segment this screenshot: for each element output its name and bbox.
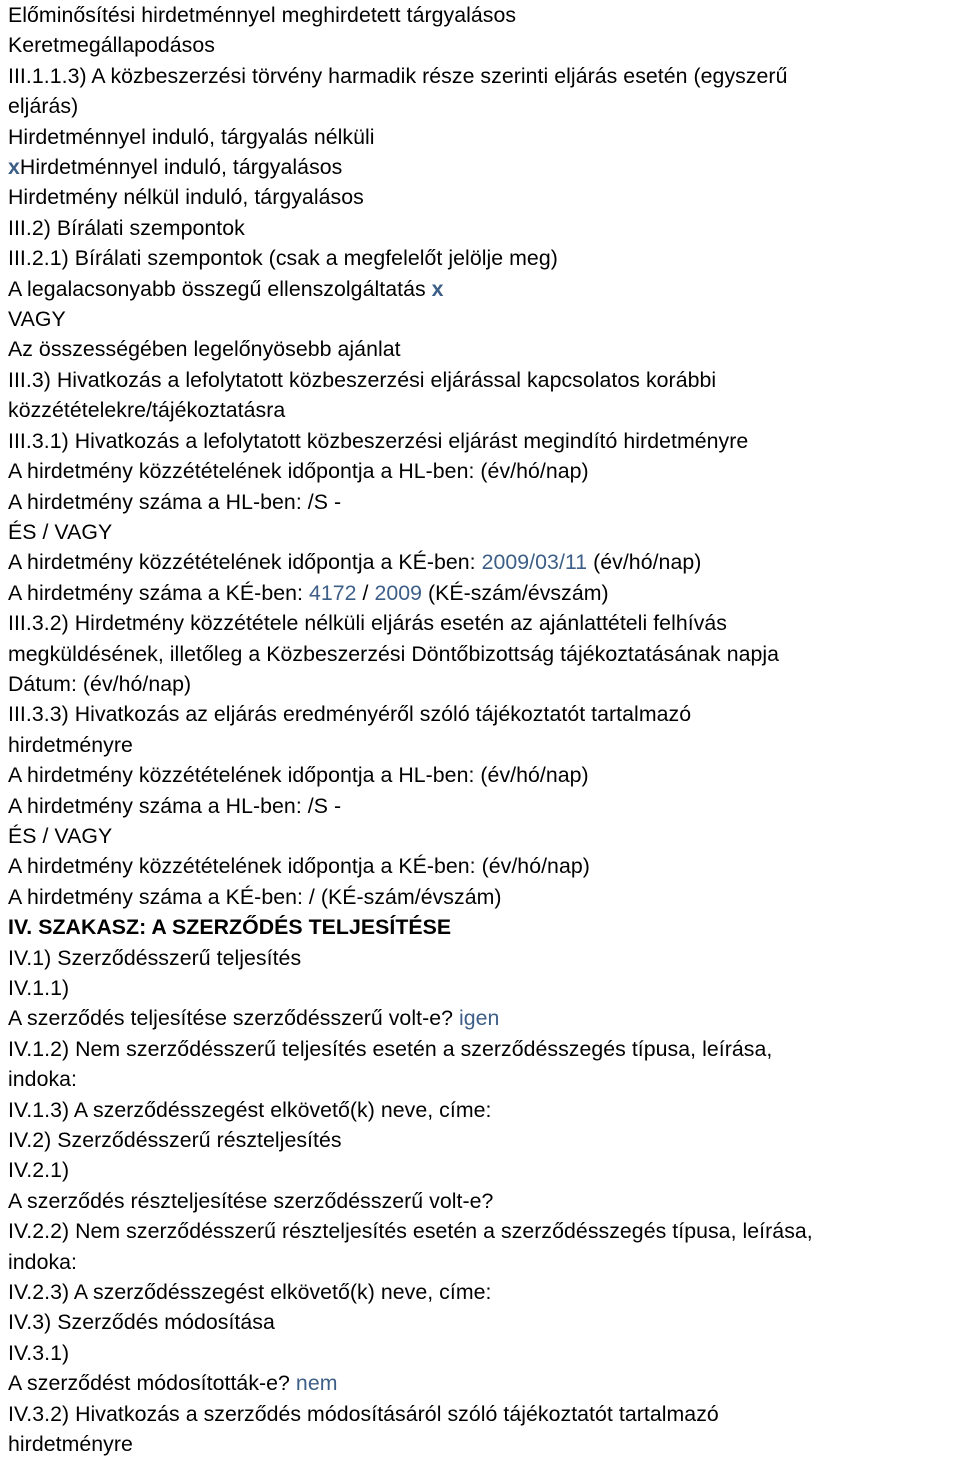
section-heading: IV.1) Szerződésszerű teljesítés: [8, 945, 302, 970]
text-line: III.3.2) Hirdetmény közzététele nélküli eljárás esetén az ajánlattételi felhívás: [8, 611, 728, 636]
text-line: indoka:: [8, 1249, 78, 1274]
text-line: A szerződés részteljesítése szerződésszerű volt-e?: [8, 1188, 494, 1213]
text-line: Hirdetmény nélkül induló, tárgyalásos: [8, 185, 364, 210]
question-label: A szerződést módosították-e?: [8, 1371, 290, 1396]
text-line: A hirdetmény közzétételének időpontja a HL-ben: (év/hó/nap): [8, 459, 589, 484]
field-label: A hirdetmény száma a KÉ-ben:: [8, 580, 303, 605]
field-unit: (év/hó/nap): [593, 550, 702, 575]
section-heading: IV.2) Szerződésszerű részteljesítés: [8, 1128, 342, 1153]
text-line: IV.1.3) A szerződésszegést elkövető(k) neve, címe:: [8, 1097, 492, 1122]
text-line: IV.3.2) Hivatkozás a szerződés módosításáról szóló tájékoztatót tartalmazó: [8, 1401, 719, 1426]
text-line: VAGY: [8, 307, 66, 332]
text-line: III.2.1) Bírálati szempontok (csak a megfelelőt jelölje meg): [8, 246, 558, 271]
text-line: III.3.3) Hivatkozás az eljárás eredményéről szóló tájékoztatót tartalmazó: [8, 702, 692, 727]
selection-mark: x: [8, 155, 20, 180]
text-line: IV.3.1): [8, 1340, 70, 1365]
text-line: Keretmegállapodásos: [8, 33, 215, 58]
text-line: hirdetményre: [8, 1432, 133, 1457]
text-line: indoka:: [8, 1067, 78, 1092]
text-line: megküldésének, illetőleg a Közbeszerzési Döntőbizottság tájékoztatásának napja: [8, 641, 780, 666]
text-line-selected-option: [8, 274, 960, 304]
text-line: A hirdetmény száma a HL-ben: /S -: [8, 793, 342, 818]
text-line: Előminősítési hirdetménnyel meghirdetett tárgyalásos: [8, 3, 517, 27]
text-line: közzétételekre/tájékoztatásra: [8, 398, 286, 423]
answer-value: nem: [295, 1371, 338, 1396]
option-label: A legalacsonyabb összegű ellenszolgáltatás: [8, 276, 426, 301]
text-line: A hirdetmény száma a KÉ-ben: / (KÉ-szám/évszám): [8, 884, 502, 909]
text-line: A hirdetmény közzétételének időpontja a KÉ-ben: (év/hó/nap): [8, 854, 590, 879]
text-line: eljárás): [8, 94, 79, 119]
question-label: A szerződés teljesítése szerződésszerű volt-e?: [8, 1006, 454, 1031]
text-line-answer: [8, 1368, 960, 1398]
field-unit: (KÉ-szám/évszám): [427, 580, 609, 605]
section-heading: IV.3) Szerződés módosítása: [8, 1310, 275, 1335]
text-line: A hirdetmény száma a HL-ben: /S -: [8, 489, 342, 514]
text-line: IV.2.1): [8, 1158, 70, 1183]
text-line: A hirdetmény közzétételének időpontja a HL-ben: (év/hó/nap): [8, 763, 589, 788]
field-value-number: 4172: [308, 580, 357, 605]
field-separator: /: [362, 580, 369, 605]
field-label: A hirdetmény közzétételének időpontja a KÉ-ben:: [8, 550, 476, 575]
text-line: Dátum: (év/hó/nap): [8, 671, 192, 696]
section-heading: III.2) Bírálati szempontok: [8, 215, 245, 240]
text-line: hirdetményre: [8, 732, 133, 757]
text-line: IV.1.1): [8, 976, 70, 1000]
text-line: Az összességében legelőnyösebb ajánlat: [8, 337, 401, 362]
text-line: Hirdetménnyel induló, tárgyalás nélküli: [8, 124, 375, 149]
text-line: ÉS / VAGY: [8, 823, 113, 848]
text-line: IV.2.2) Nem szerződésszerű részteljesítés esetén a szerződésszegés típusa, leírása,: [8, 1219, 813, 1244]
text-line-selected-option: [8, 152, 960, 182]
answer-value: igen: [458, 1006, 500, 1031]
text-line: IV.2.3) A szerződésszegést elkövető(k) neve, címe:: [8, 1280, 492, 1305]
text-line: III.3.1) Hivatkozás a lefolytatott közbeszerzési eljárást megindító hirdetményre: [8, 428, 749, 453]
part-heading: IV. SZAKASZ: A SZERZŐDÉS TELJESÍTÉSE: [8, 915, 452, 940]
text-line-ke-number: [8, 578, 960, 608]
text-line: ÉS / VAGY: [8, 519, 113, 544]
text-line-ke-date: [8, 547, 960, 577]
text-line: IV.1.2) Nem szerződésszerű teljesítés esetén a szerződésszegés típusa, leírása,: [8, 1036, 773, 1061]
text-line: III.1.1.3) A közbeszerzési törvény harmadik része szerinti eljárás esetén (egyszerű: [8, 63, 788, 88]
text-line-answer: [8, 1003, 960, 1033]
selection-mark: x: [431, 276, 444, 301]
field-value-year: 2009: [374, 580, 423, 605]
field-value-date: 2009/03/11: [481, 550, 588, 575]
option-label: Hirdetménnyel induló, tárgyalásos: [19, 155, 343, 180]
section-heading: III.3) Hivatkozás a lefolytatott közbeszerzési eljárással kapcsolatos korábbi: [8, 367, 717, 392]
